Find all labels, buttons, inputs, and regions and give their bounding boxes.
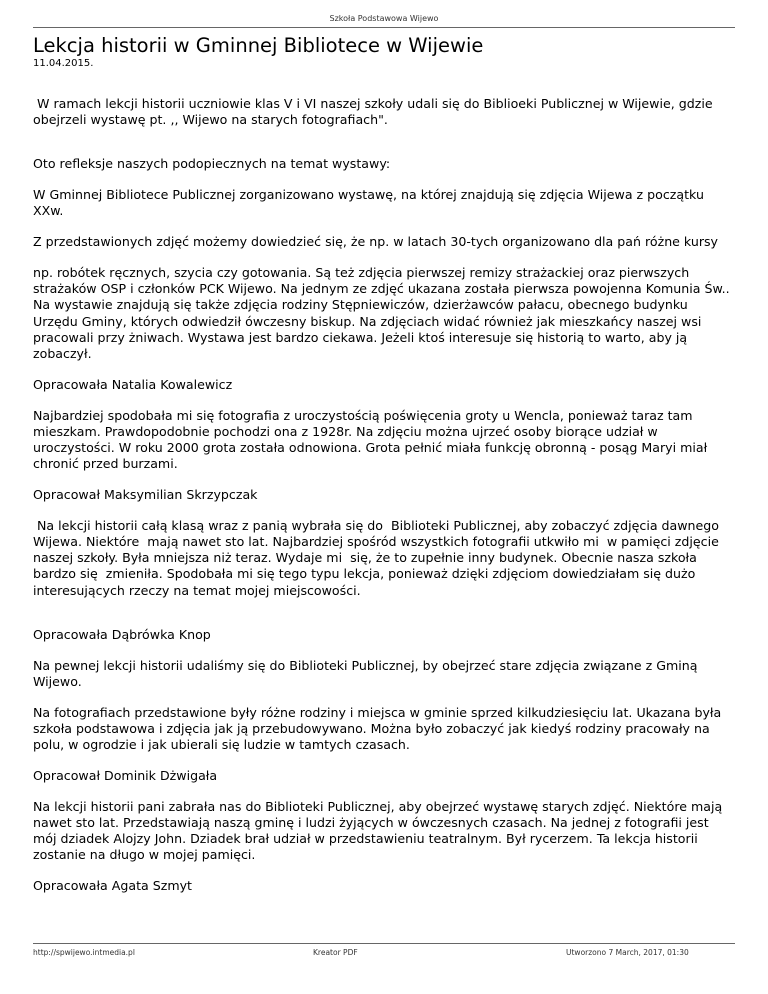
- article-date: 11.04.2015.: [33, 58, 94, 69]
- paragraph: np. robótek ręcznych, szycia czy gotowania. Są też zdjęcia pierwszej remizy strażackiej oraz pierwszych strażaków OSP i członków PCK Wijewo. Na jednym ze zdjęć ukazana została pierwsza powojenna Komunia Św.. Na wystawie znajdują się także zdjęcia rodziny Stępniewiczów, dzierżawców pałacu, obecnego budynku Urzędu Gminy, których odwiedził ówczesny biskup. Na zdjęciach widać również jak mieszkańcy naszej wsi pracowali przy żniwach. Wystawa jest bardzo ciekawa. Jeżeli ktoś interesuje się historią to warto, aby ją zobaczył.: [33, 265, 730, 362]
- footer-generator: Kreator PDF: [313, 948, 358, 957]
- author-signature: Opracował Maksymilian Skrzypczak: [33, 487, 258, 503]
- paragraph: Na lekcji historii pani zabrała nas do Biblioteki Publicznej, aby obejrzeć wystawę starych zdjęć. Niektóre mają nawet sto lat. Przedstawiają naszą gminę i ludzi żyjących w ówczesnych czasach. Na jednej z fotografii jest mój dziadek Alojzy John. Dziadek brał udział w przedstawieniu teatralnym. Był rycerzem. Ta lekcja historii zostanie na długo w mojej pamięci.: [33, 798, 723, 863]
- paragraph: Z przedstawionych zdjęć możemy dowiedzieć się, że np. w latach 30-tych organizowano dla pań różne kursy: [33, 234, 719, 250]
- header-divider: [33, 27, 735, 28]
- article-body: [33, 96, 733, 909]
- author-signature: Opracowała Natalia Kowalewicz: [33, 376, 233, 392]
- footer-divider: [33, 943, 735, 944]
- site-name: Szkoła Podstawowa Wijewo: [329, 14, 439, 23]
- paragraph-intro: W ramach lekcji historii uczniowie klas V i VI naszej szkoły udali się do Biblioeki Publicznej w Wijewie, gdzie obejrzeli wystawę pt. ,, Wijewo na starych fotografiach".: [33, 96, 717, 128]
- paragraph: Na pewnej lekcji historii udaliśmy się do Biblioteki Publicznej, by obejrzeć stare zdjęcia związane z Gminą Wijewo.: [33, 657, 698, 689]
- paragraph: Najbardziej spodobała mi się fotografia z uroczystością poświęcenia groty u Wencla, ponieważ taraz tam mieszkam. Prawdopodobnie pochodzi ona z 1928r. Na zdjęciu można ujrzeć osoby biorące udział w uroczystości. W roku 2000 grota została odnowiona. Grota pełnić miała funkcję obronną - posąg Maryi miał chronić przed burzami.: [33, 407, 708, 472]
- paragraph: Na lekcji historii całą klasą wraz z panią wybrała się do Biblioteki Publicznej, aby zobaczyć zdjęcia dawnego Wijewa. Niektóre mają nawet sto lat. Najbardziej spośród wszystkich fotografii utkwiło mi w pamięci zdjęcie naszej szkoły. Była mniejsza niż teraz. Wydaje mi się, że to zupełnie inny budynek. Obecnie nasza szkoła bardzo się zmieniła. Spodobała mi się tego typu lekcja, ponieważ dzięki zdjęciom dowiedziałam się dużo interesujących rzeczy na temat mojej miejscowości.: [33, 517, 724, 598]
- author-signature: Opracowała Dąbrówka Knop: [33, 626, 211, 642]
- paragraph-reflections-heading: Oto refleksje naszych podopiecznych na temat wystawy:: [33, 156, 391, 172]
- paragraph: W Gminnej Bibliotece Publicznej zorganizowano wystawę, na której znajdują się zdjęcia Wijewa z początku XXw.: [33, 187, 704, 219]
- paragraph: Na fotografiach przedstawione były różne rodziny i miejsca w gminie sprzed kilkudziesięciu lat. Ukazana była szkoła podstawowa i zdjęcia jak ją przebudowywano. Można było zobaczyć jak kiedyś rodziny pracowały na polu, w ogrodzie i jak ubierali się ludzie w tamtych czasach.: [33, 704, 722, 753]
- author-signature: Opracowała Agata Szmyt: [33, 878, 192, 894]
- footer-url: http://spwijewo.intmedia.pl: [33, 948, 135, 957]
- article-title: Lekcja historii w Gminnej Bibliotece w Wijewie: [33, 34, 484, 57]
- author-signature: Opracował Dominik Dżwigała: [33, 767, 218, 783]
- footer-created-date: Utworzono 7 March, 2017, 01:30: [566, 948, 689, 957]
